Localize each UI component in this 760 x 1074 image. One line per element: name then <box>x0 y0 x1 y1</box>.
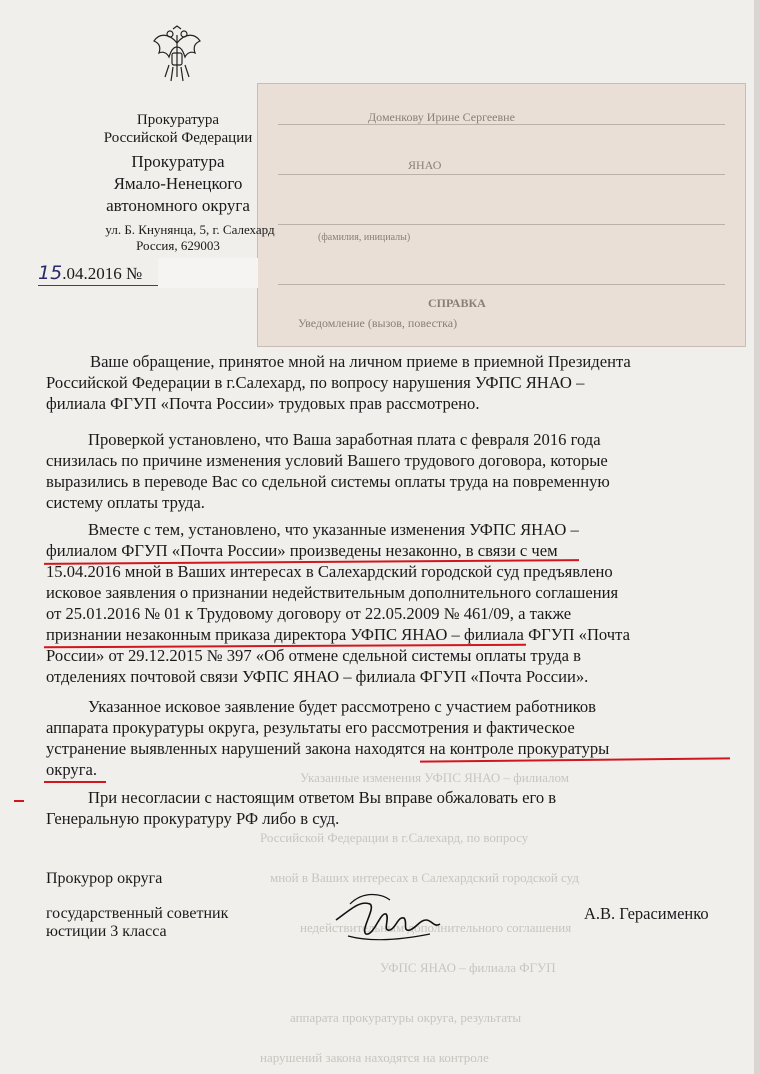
body-line: 15.04.2016 мной в Ваших интересах в Салехардский городской суд предъявлено <box>46 562 613 581</box>
stamp-text-region: ЯНАО <box>408 158 442 172</box>
body-line: филиала ФГУП «Почта России» трудовых прав рассмотрено. <box>46 394 480 413</box>
org-line-2: Российской Федерации <box>103 130 253 146</box>
coat-of-arms-icon <box>151 25 203 85</box>
body-line: России» от 29.12.2015 № 397 «Об отмене сдельной системы оплаты труда в <box>46 646 582 665</box>
date-underline <box>38 285 178 286</box>
signer-position: Прокурор округа <box>46 870 163 887</box>
org-line-3: Прокуратура <box>131 152 225 171</box>
page-edge <box>754 0 760 1074</box>
body-line: признании незаконным приказа директора УФПС ЯНАО – филиала ФГУП «Почта <box>46 625 630 644</box>
body-line: Генеральную прокуратуру РФ либо в суд. <box>46 809 340 828</box>
handwritten-signature <box>330 890 450 950</box>
body-line: от 25.01.2016 № 01 к Трудовому договору от 22.05.2009 № 461/09, а также <box>46 604 572 623</box>
org-address: ул. Б. Кнунянца, 5, г. Салехард <box>105 222 275 237</box>
highlight-underline <box>44 781 106 783</box>
signer-rank-line2: юстиции 3 класса <box>46 923 167 940</box>
stamp-box <box>257 83 746 347</box>
signer-name: А.В. Герасименко <box>584 904 709 923</box>
body-line: устранение выявленных нарушений закона находятся на контроле прокуратуры <box>46 739 610 758</box>
body-line: исковое заявления о признании недействительным дополнительного соглашения <box>46 583 619 602</box>
letter-date <box>38 262 142 284</box>
body-line: Российской Федерации в г.Салехард, по вопросу нарушения УФПС ЯНАО – <box>46 373 585 392</box>
body-line: систему оплаты труда. <box>46 493 205 512</box>
body-line: филиалом ФГУП «Почта России» произведены незаконно, в связи с чем <box>46 541 558 560</box>
body-line: отделениях почтовой связи УФПС ЯНАО – филиала ФГУП «Почта России». <box>46 667 589 686</box>
stamp-text-title: СПРАВКА <box>428 296 486 310</box>
body-line: Проверкой установлено, что Ваша заработная плата с февраля 2016 года <box>88 430 601 449</box>
stamp-text-caption: (фамилия, инициалы) <box>318 232 411 243</box>
body-line: Ваше обращение, принятое мной на личном приеме в приемной Президента <box>90 352 631 371</box>
stamp-text-addressee: Доменкову Ирине Сергеевне <box>368 110 515 124</box>
body-line: выразились в переводе Вас со сдельной системы оплаты труда на повременную <box>46 472 610 491</box>
org-line-1: Прокуратура <box>136 112 220 128</box>
signer-rank-line1: государственный советник <box>46 905 229 922</box>
date-rest: .04.2016 № <box>62 264 143 283</box>
margin-mark <box>14 800 24 802</box>
body-line: При несогласии с настоящим ответом Вы вправе обжаловать его в <box>88 788 557 807</box>
body-line: округа. <box>46 760 98 779</box>
org-line-4: Ямало-Ненецкого <box>113 174 243 193</box>
body-line: Указанное исковое заявление будет рассмотрено с участием работников <box>88 697 597 716</box>
body-line: снизилась по причине изменения условий Вашего трудового договора, которые <box>46 451 608 470</box>
body-line: Вместе с тем, установлено, что указанные изменения УФПС ЯНАО – <box>88 520 579 539</box>
redacted-number <box>158 258 258 288</box>
stamp-text-notice: Уведомление (вызов, повестка) <box>298 316 458 330</box>
org-country-zip: Россия, 629003 <box>136 238 220 253</box>
org-line-5: автономного округа <box>106 196 250 215</box>
date-day-handwritten: 15 <box>38 262 63 284</box>
body-line: аппарата прокуратуры округа, результаты его рассмотрения и фактическое <box>46 718 575 737</box>
